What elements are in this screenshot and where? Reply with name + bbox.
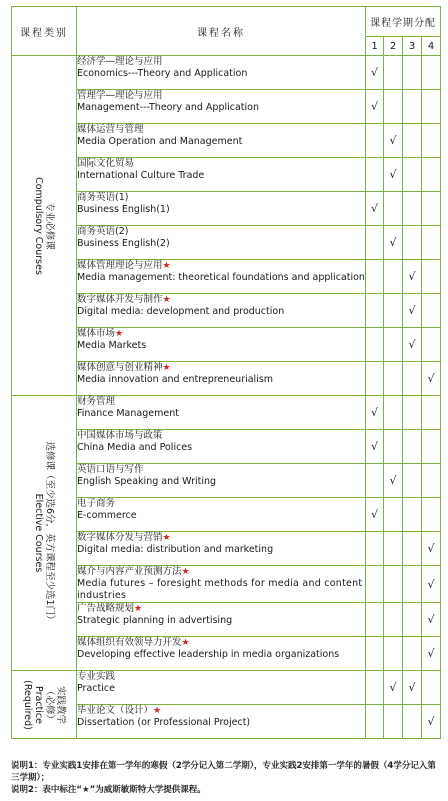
course-name-en: Strategic planning in advertising <box>77 615 233 626</box>
check-mark-icon: √ <box>408 338 416 351</box>
group-elective-label-cell <box>12 396 77 671</box>
course-name-cn-text: 媒体市场 <box>77 328 116 339</box>
course-name-cn-text: 数字媒体分发与营销 <box>77 532 163 543</box>
header-semester-2: 2 <box>384 37 403 56</box>
category-label <box>22 680 66 730</box>
semester-1-cell <box>366 464 384 498</box>
course-name-cn <box>77 328 365 340</box>
semester-1-cell <box>366 532 384 566</box>
semester-2-cell <box>384 430 403 464</box>
semester-3-cell <box>403 294 422 328</box>
semester-3-cell <box>403 124 422 158</box>
course-name-cn-text: 商务英语(2) <box>77 226 129 237</box>
course-name-cell <box>77 532 366 566</box>
semester-2-cell <box>384 396 403 430</box>
note-1: 说明1：专业实践1安排在第一学年的寒假（2学分记入第二学期），专业实践2安排第一学年的暑假（4学分记入第三学期）； <box>11 761 436 783</box>
category-label-line: （必修） <box>44 685 55 724</box>
semester-2-cell <box>384 671 403 705</box>
check-mark-icon: √ <box>370 508 378 521</box>
semester-3-cell <box>403 603 422 637</box>
course-name-cell <box>77 260 366 294</box>
semester-1-cell <box>366 226 384 260</box>
note-2: 说明2：表中标注“★”为威斯敏斯特大学提供课程。 <box>11 785 206 795</box>
course-name-cn-text: 媒体管理理论与应用 <box>77 260 163 271</box>
check-mark-icon: √ <box>408 270 416 283</box>
semester-3-cell <box>403 637 422 671</box>
course-name-cn-text: 毕业论文（设计） <box>77 705 154 716</box>
check-mark-icon: √ <box>389 134 397 147</box>
semester-4-cell <box>422 498 441 532</box>
semester-4-cell <box>422 226 441 260</box>
category-label <box>33 441 55 624</box>
course-name-cn <box>77 226 365 238</box>
category-label-line: Practice <box>33 685 44 724</box>
semester-1-cell <box>366 56 384 90</box>
course-name-cn <box>77 396 365 408</box>
header-semester-allocation: 课程学期分配 <box>366 7 441 37</box>
semester-2-cell <box>384 90 403 124</box>
course-name-cn <box>77 294 365 306</box>
table-row <box>12 56 441 90</box>
course-name-cn <box>77 90 365 102</box>
semester-1-cell <box>366 637 384 671</box>
course-name-cell <box>77 362 366 396</box>
course-name-cell <box>77 396 366 430</box>
star-icon: ★ <box>115 329 124 339</box>
semester-1-cell <box>366 124 384 158</box>
course-name-cn-text: 管理学—理论与应用 <box>77 90 163 101</box>
curriculum-table <box>11 6 441 739</box>
course-name-cn <box>77 637 365 649</box>
semester-3-cell <box>403 705 422 739</box>
semester-2-cell <box>384 56 403 90</box>
table-row <box>12 671 441 705</box>
course-name-en: Media management: theoretical foundations and application <box>77 272 365 283</box>
header-category: 课程类别 <box>12 7 77 56</box>
star-icon: ★ <box>162 533 171 543</box>
course-name-en: Digital media: distribution and marketing <box>77 544 274 555</box>
star-icon: ★ <box>153 706 162 716</box>
check-mark-icon: √ <box>389 236 397 249</box>
course-name-cn <box>77 464 365 476</box>
header-semester-4: 4 <box>422 37 441 56</box>
course-name-cn <box>77 603 365 615</box>
course-name-en: Media Operation and Management <box>77 136 243 147</box>
semester-1-cell <box>366 396 384 430</box>
semester-2-cell <box>384 532 403 566</box>
course-name-cn-text: 广告战略规划 <box>77 603 135 614</box>
semester-2-cell <box>384 464 403 498</box>
course-name-en: International Culture Trade <box>77 170 205 181</box>
course-name-cell <box>77 294 366 328</box>
star-icon: ★ <box>181 567 190 577</box>
semester-3-cell <box>403 158 422 192</box>
semester-3-cell <box>403 464 422 498</box>
course-name-cn-text: 中国媒体市场与政策 <box>77 430 163 441</box>
semester-2-cell <box>384 566 403 603</box>
semester-4-cell <box>422 56 441 90</box>
semester-4-cell <box>422 430 441 464</box>
course-name-en: Practice <box>77 683 115 694</box>
table-row <box>12 396 441 430</box>
semester-3-cell <box>403 566 422 603</box>
check-mark-icon: √ <box>408 681 416 694</box>
check-mark-icon: √ <box>370 406 378 419</box>
semester-4-cell <box>422 260 441 294</box>
course-name-cell <box>77 566 366 603</box>
course-name-cell <box>77 671 366 705</box>
semester-3-cell <box>403 671 422 705</box>
course-name-cn <box>77 671 365 683</box>
semester-1-cell <box>366 192 384 226</box>
course-name-cn <box>77 124 365 136</box>
course-name-en: Dissertation (or Professional Project) <box>77 717 251 728</box>
star-icon: ★ <box>162 295 171 305</box>
course-name-en: Economics---Theory and Application <box>77 68 248 79</box>
course-name-cn-text: 媒体创意与创业精神 <box>77 362 163 373</box>
semester-2-cell <box>384 192 403 226</box>
course-name-en: Media Markets <box>77 340 147 351</box>
course-name-cell <box>77 158 366 192</box>
semester-3-cell <box>403 328 422 362</box>
course-name-en: Digital media: development and production <box>77 306 285 317</box>
header-course-name: 课程名称 <box>77 7 366 56</box>
semester-1-cell <box>366 671 384 705</box>
check-mark-icon: √ <box>389 168 397 181</box>
course-name-cell <box>77 192 366 226</box>
semester-4-cell <box>422 464 441 498</box>
semester-3-cell <box>403 396 422 430</box>
course-name-cn <box>77 56 365 68</box>
semester-4-cell <box>422 566 441 603</box>
category-label <box>33 177 55 275</box>
course-name-cn <box>77 362 365 374</box>
semester-2-cell <box>384 124 403 158</box>
course-name-cell <box>77 328 366 362</box>
semester-1-cell <box>366 566 384 603</box>
course-name-cn <box>77 705 365 717</box>
semester-2-cell <box>384 603 403 637</box>
category-label-line: 专业必修课 <box>44 201 55 250</box>
course-name-cn-text: 专业实践 <box>77 671 116 682</box>
star-icon: ★ <box>162 363 171 373</box>
check-mark-icon: √ <box>370 100 378 113</box>
semester-1-cell <box>366 603 384 637</box>
check-mark-icon: √ <box>370 202 378 215</box>
check-mark-icon: √ <box>389 474 397 487</box>
category-label-line: 选修课（至少选6分，英方课程至少选1门） <box>44 441 55 625</box>
course-name-en: English Speaking and Writing <box>77 476 217 487</box>
semester-1-cell <box>366 328 384 362</box>
semester-2-cell <box>384 328 403 362</box>
semester-4-cell <box>422 192 441 226</box>
course-name-cell <box>77 464 366 498</box>
course-name-cn-text: 媒体运营与管理 <box>77 124 144 135</box>
category-label-line: (Required) <box>22 679 33 730</box>
check-mark-icon: √ <box>427 647 435 660</box>
course-name-cell <box>77 430 366 464</box>
course-name-en: Management---Theory and Application <box>77 102 259 113</box>
semester-3-cell <box>403 260 422 294</box>
course-name-en: Media innovation and entrepreneurialism <box>77 374 274 385</box>
group-practice-label-cell <box>12 671 77 739</box>
semester-4-cell <box>422 637 441 671</box>
course-name-en: Media futures – foresight methods for media and content industries <box>77 578 363 601</box>
check-mark-icon: √ <box>427 577 435 591</box>
course-name-cn-text: 数字媒体开发与制作 <box>77 294 163 305</box>
semester-1-cell <box>366 705 384 739</box>
semester-4-cell <box>422 158 441 192</box>
semester-3-cell <box>403 226 422 260</box>
semester-4-cell <box>422 90 441 124</box>
course-name-cn-text: 财务管理 <box>77 396 116 407</box>
semester-4-cell <box>422 328 441 362</box>
check-mark-icon: √ <box>427 715 435 728</box>
semester-2-cell <box>384 705 403 739</box>
course-name-en: E-commerce <box>77 510 137 521</box>
course-name-cn <box>77 532 365 544</box>
star-icon: ★ <box>162 261 171 271</box>
course-name-cell <box>77 603 366 637</box>
check-mark-icon: √ <box>427 542 435 555</box>
course-name-cell <box>77 498 366 532</box>
course-name-cell <box>77 90 366 124</box>
header-semester-3: 3 <box>403 37 422 56</box>
header-semester-1: 1 <box>366 37 384 56</box>
semester-4-cell <box>422 671 441 705</box>
course-name-en: Business English(2) <box>77 238 170 249</box>
semester-1-cell <box>366 362 384 396</box>
course-name-cn <box>77 430 365 442</box>
category-label-line: Compulsory Courses <box>33 176 44 275</box>
course-name-cn-text: 英语口语与写作 <box>77 464 144 475</box>
semester-4-cell <box>422 362 441 396</box>
semester-4-cell <box>422 396 441 430</box>
course-name-cn <box>77 158 365 170</box>
course-name-cn-text: 电子商务 <box>77 498 116 509</box>
course-name-en: Developing effective leadership in media organizations <box>77 649 340 660</box>
star-icon: ★ <box>181 638 190 648</box>
course-name-cn-text: 经济学—理论与应用 <box>77 56 163 67</box>
semester-1-cell <box>366 260 384 294</box>
semester-3-cell <box>403 430 422 464</box>
semester-2-cell <box>384 362 403 396</box>
check-mark-icon: √ <box>370 440 378 453</box>
semester-3-cell <box>403 362 422 396</box>
check-mark-icon: √ <box>370 66 378 79</box>
semester-1-cell <box>366 498 384 532</box>
course-name-cell <box>77 226 366 260</box>
star-icon: ★ <box>134 604 143 614</box>
semester-2-cell <box>384 226 403 260</box>
semester-1-cell <box>366 430 384 464</box>
semester-1-cell <box>366 294 384 328</box>
course-name-cn-text: 媒介与内容产业预测方法 <box>77 566 182 577</box>
semester-2-cell <box>384 260 403 294</box>
course-name-cell <box>77 705 366 739</box>
category-label-line: Elective Courses <box>33 493 44 573</box>
check-mark-icon: √ <box>427 372 435 385</box>
course-name-cell <box>77 56 366 90</box>
course-name-cn-text: 商务英语(1) <box>77 192 129 203</box>
course-name-cell <box>77 637 366 671</box>
course-name-cn <box>77 498 365 510</box>
course-name-cn-text: 媒体组织有效领导力开发 <box>77 637 182 648</box>
course-name-en: Finance Management <box>77 408 179 419</box>
semester-4-cell <box>422 705 441 739</box>
semester-3-cell <box>403 532 422 566</box>
group-compulsory-label-cell <box>12 56 77 396</box>
semester-1-cell <box>366 90 384 124</box>
check-mark-icon: √ <box>408 304 416 317</box>
check-mark-icon: √ <box>389 681 397 694</box>
check-mark-icon: √ <box>427 613 435 626</box>
course-name-cn-text: 国际文化贸易 <box>77 158 135 169</box>
semester-4-cell <box>422 294 441 328</box>
semester-3-cell <box>403 498 422 532</box>
semester-4-cell <box>422 603 441 637</box>
course-name-cn <box>77 192 365 204</box>
semester-4-cell <box>422 124 441 158</box>
course-name-en: China Media and Polices <box>77 442 193 453</box>
semester-2-cell <box>384 498 403 532</box>
semester-2-cell <box>384 637 403 671</box>
semester-3-cell <box>403 192 422 226</box>
semester-3-cell <box>403 90 422 124</box>
course-name-cell <box>77 124 366 158</box>
course-name-cn <box>77 260 365 272</box>
course-name-en: Business English(1) <box>77 204 170 215</box>
course-rows <box>12 56 441 739</box>
semester-4-cell <box>422 532 441 566</box>
category-label-line: 实践教学 <box>55 685 66 724</box>
semester-2-cell <box>384 158 403 192</box>
semester-2-cell <box>384 294 403 328</box>
semester-1-cell <box>366 158 384 192</box>
notes <box>11 760 441 796</box>
course-name-cn <box>77 566 365 578</box>
semester-3-cell <box>403 56 422 90</box>
